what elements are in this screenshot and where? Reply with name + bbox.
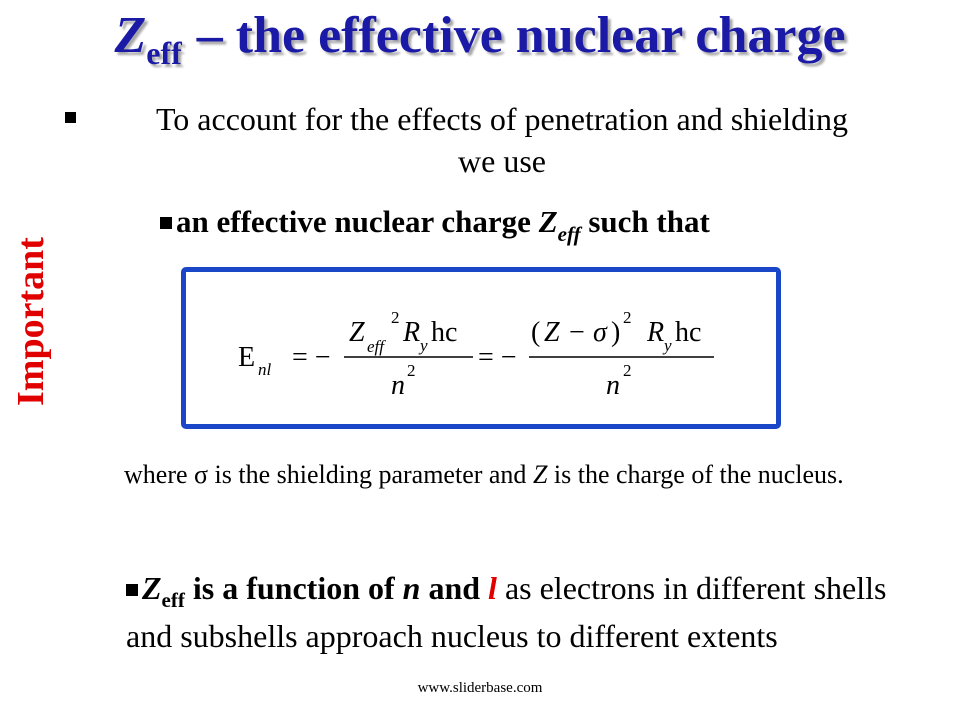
bullet-3 (126, 566, 926, 658)
bullet-2-post: such that (580, 204, 710, 239)
where-text (124, 457, 884, 493)
bullet-square-icon (126, 584, 138, 596)
eq-E-sub: nl (258, 360, 272, 379)
bullet-3-b2: and (420, 570, 489, 606)
eq-num2-sup: 2 (623, 308, 632, 327)
eq-num2-sigma: σ (593, 317, 607, 348)
eq-num2-r: R (647, 317, 665, 348)
eq-num2-open: ( (531, 317, 541, 348)
eq-eq2: = − (478, 342, 517, 373)
page-title (0, 6, 960, 71)
bullet-2-z: Z (538, 204, 558, 239)
bullet-1 (92, 98, 912, 182)
title-rest: – the effective nuclear charge (183, 7, 846, 64)
where-z: Z (532, 460, 548, 489)
bullet-1-line1: To account for the effects of penetration and shielding (155, 101, 849, 137)
eq-num1-sub: eff (367, 337, 384, 356)
bullet-2-pre: an effective nuclear charge (176, 204, 539, 239)
equation-box (181, 267, 781, 429)
eq-num2-rsub: y (664, 336, 672, 355)
bullet-square-icon (65, 112, 76, 123)
eq-num1-r: R (403, 317, 421, 348)
bullet-3-l: l (488, 570, 497, 606)
eq-num1-hc: hc (431, 317, 458, 348)
equation (186, 272, 776, 424)
eq-num2-close: ) (611, 317, 621, 348)
important-label: Important (10, 237, 52, 406)
eq-num1-sup: 2 (391, 308, 400, 327)
footer-url: www.sliderbase.com (417, 680, 543, 696)
where-sigma: σ (194, 460, 209, 489)
eq-num2-minus: − (569, 317, 585, 348)
eq-den2-sup: 2 (623, 361, 632, 380)
eq-den1-n: n (391, 370, 405, 401)
bullet-3-rest: as electrons in different shells and subshells approach nucleus to different extents (126, 570, 887, 654)
eq-den2-n: n (606, 370, 620, 401)
bullet-3-n: n (402, 570, 421, 606)
eq-num2-z: Z (544, 317, 560, 348)
bullet-3-b1: is a function of (184, 570, 403, 606)
eq-den1-sup: 2 (407, 361, 416, 380)
eq-num1-rsub: y (420, 336, 428, 355)
eq-E: E (238, 342, 256, 373)
title-sub: eff (146, 35, 182, 71)
where-p2: is the shielding parameter and (208, 460, 533, 489)
bullet-3-z: Z (142, 570, 162, 606)
eq-num2-hc: hc (675, 317, 702, 348)
bullet-2 (160, 202, 710, 245)
bullet-3-sub: eff (161, 588, 185, 612)
where-p1: where (124, 460, 195, 489)
eq-num1-z: Z (349, 317, 365, 348)
eq-eq1: = − (292, 342, 331, 373)
bullet-square-icon (160, 217, 172, 229)
where-p3: is the charge of the nucleus. (547, 460, 844, 489)
bullet-2-sub: eff (557, 222, 581, 246)
title-z: Z (114, 7, 147, 64)
bullet-1-line2: we use (458, 143, 546, 179)
